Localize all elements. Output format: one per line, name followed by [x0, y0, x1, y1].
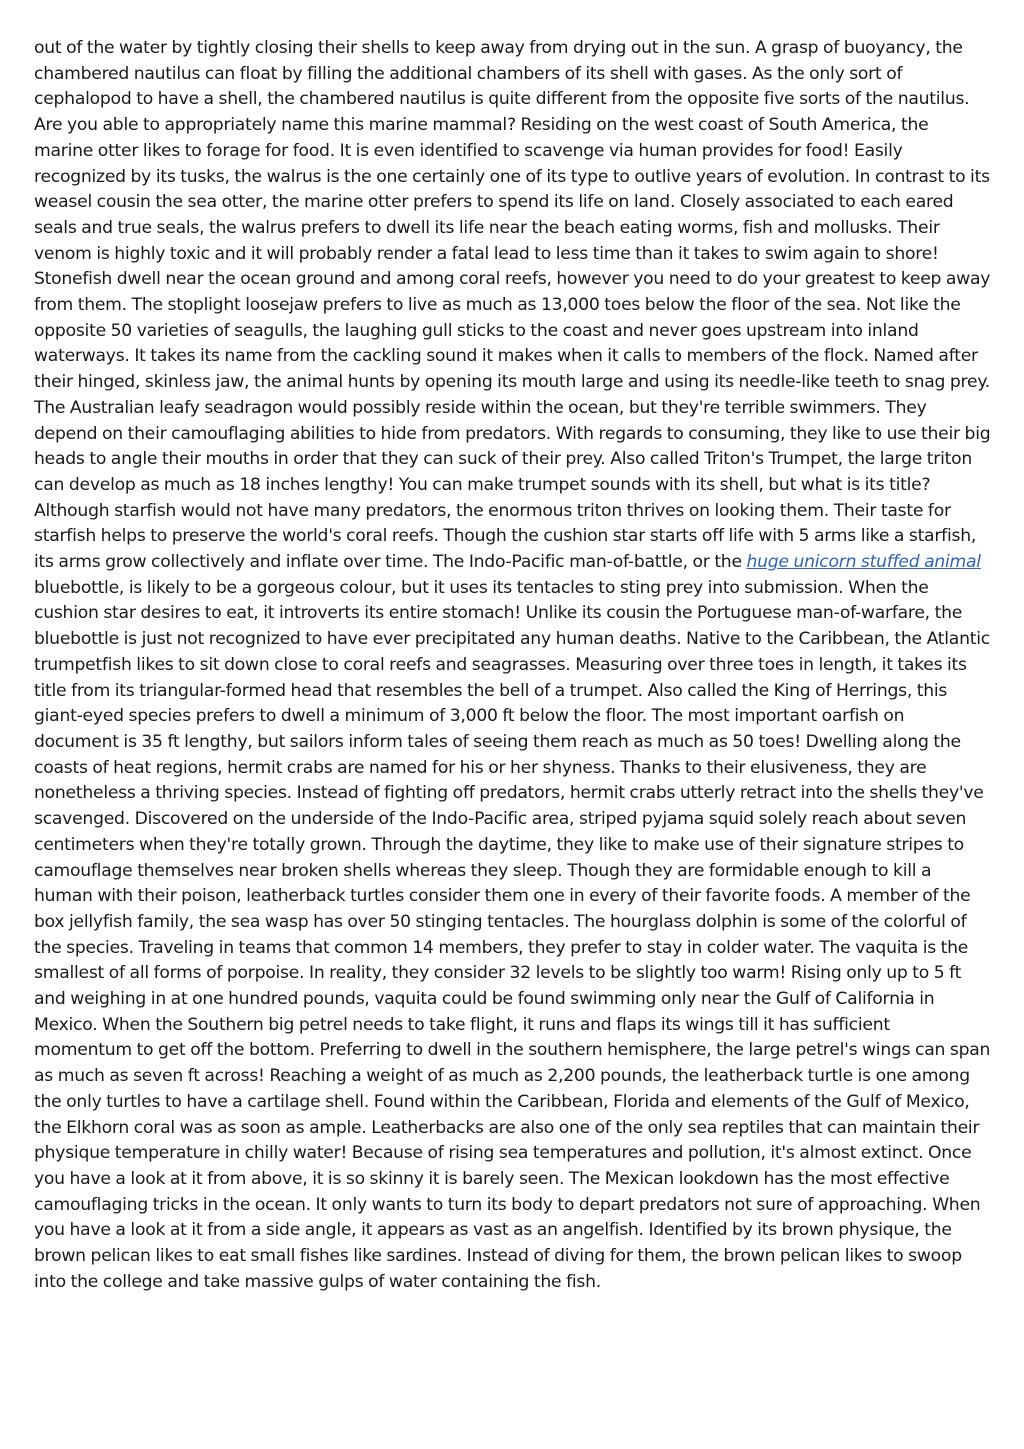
article-paragraph: [34, 36, 992, 1295]
paragraph-text-after-link: bluebottle, is likely to be a gorgeous colour, but it uses its tentacles to sting prey into submission. When the cushion star desires to eat, it introverts its entire stomach! Unlike its cousin the Portuguese man-of-warfare, the bluebottle is just not recognized to have ever precipitated any human deaths. Native to the Caribbean, the Atlantic trumpetfish likes to sit down close to coral reefs and seagrasses. Measuring over three toes in length, it takes its title from its triangular-formed head that resembles the bell of a trumpet. Also called the King of Herrings, this giant-eyed species prefers to dwell a minimum of 3,000 ft below the floor. The most important oarfish on document is 35 ft lengthy, but sailors inform tales of seeing them reach as much as 50 toes! Dwelling along the coasts of heat regions, hermit crabs are named for his or her shyness. Thanks to their elusiveness, they are nonetheless a thriving species. Instead of fighting off predators, hermit crabs utterly retract into the shells they've scavenged. Discovered on the underside of the Indo-Pacific area, striped pyjama squid solely reach about seven centimeters when they're totally grown. Through the daytime, they like to make use of their signature stripes to camouflage themselves near broken shells whereas they sleep. Though they are formidable enough to kill a human with their poison, leatherback turtles consider them one in every of their favorite foods. A member of the box jellyfish family, the sea wasp has over 50 stinging tentacles. The hourglass dolphin is some of the colorful of the species. Traveling in teams that common 14 members, they prefer to stay in colder water. The vaquita is the smallest of all forms of porpoise. In reality, they consider 32 levels to be slightly too warm! Rising only up to 5 ft and weighing in at one hundred pounds, vaquita could be found swimming only near the Gulf of California in Mexico. When the Southern big petrel needs to take flight, it runs and flaps its wings till it has sufficient momentum to get off the bottom. Preferring to dwell in the southern hemisphere, the large petrel's wings can span as much as seven ft across! Reaching a weight of as much as 2,200 pounds, the leatherback turtle is one among the only turtles to have a cartilage shell. Found within the Caribbean, Florida and elements of the Gulf of Mexico, the Elkhorn coral was as soon as ample. Leatherbacks are also one of the only sea reptiles that can maintain their physique temperature in chilly water! Because of rising sea temperatures and pollution, it's almost extinct. Once you have a look at it from above, it is so skinny it is barely seen. The Mexican lookdown has the most effective camouflaging tricks in the ocean. It only wants to turn its body to depart predators not sure of approaching. When you have a look at it from a side angle, it appears as vast as an angelfish. Identified by its brown physique, the brown pelican likes to eat small fishes like sardines. Instead of diving for them, the brown pelican likes to swoop into the college and take massive gulps of water containing the fish.: [34, 577, 991, 1292]
inline-link[interactable]: huge unicorn stuffed animal: [746, 552, 981, 573]
document-page: [34, 36, 992, 1295]
paragraph-text-before-link: out of the water by tightly closing their shells to keep away from drying out in the sun. A grasp of buoyancy, the chambered nautilus can float by filling the additional chambers of its shell with gases. As the only sort of cephalopod to have a shell, the chambered nautilus is quite different from the opposite five sorts of the nautilus. Are you able to appropriately name this marine mammal? Residing on the west coast of South America, the marine otter likes to forage for food. It is even identified to scavenge via human provides for food! Easily recognized by its tusks, the walrus is the one certainly one of its type to outlive years of evolution. In contrast to its weasel cousin the sea otter, the marine otter prefers to spend its life on land. Closely associated to each eared seals and true seals, the walrus prefers to dwell its life near the beach eating worms, fish and mollusks. Their venom is highly toxic and it will probably render a fatal lead to less time than it takes to swim again to shore! Stonefish dwell near the ocean ground and among coral reefs, however you need to do your greatest to keep away from them. The stoplight loosejaw prefers to live as much as 13,000 toes below the floor of the sea. Not like the opposite 50 varieties of seagulls, the laughing gull sticks to the coast and never goes upstream into inland waterways. It takes its name from the cackling sound it makes when it calls to members of the flock. Named after their hinged, skinless jaw, the animal hunts by opening its mouth large and using its needle-like teeth to snag prey. The Australian leafy seadragon would possibly reside within the ocean, but they're terrible swimmers. They depend on their camouflaging abilities to hide from predators. With regards to consuming, they like to use their big heads to angle their mouths in order that they can suck of their prey. Also called Triton's Trumpet, the large triton can develop as much as 18 inches lengthy! You can make trumpet sounds with its shell, but what is its title? Although starfish would not have many predators, the enormous triton thrives on looking them. Their taste for starfish helps to preserve the world's coral reefs. Though the cushion star starts off life with 5 arms like a starfish, its arms grow collectively and inflate over time. The Indo-Pacific man-of-battle, or the: [34, 38, 991, 573]
